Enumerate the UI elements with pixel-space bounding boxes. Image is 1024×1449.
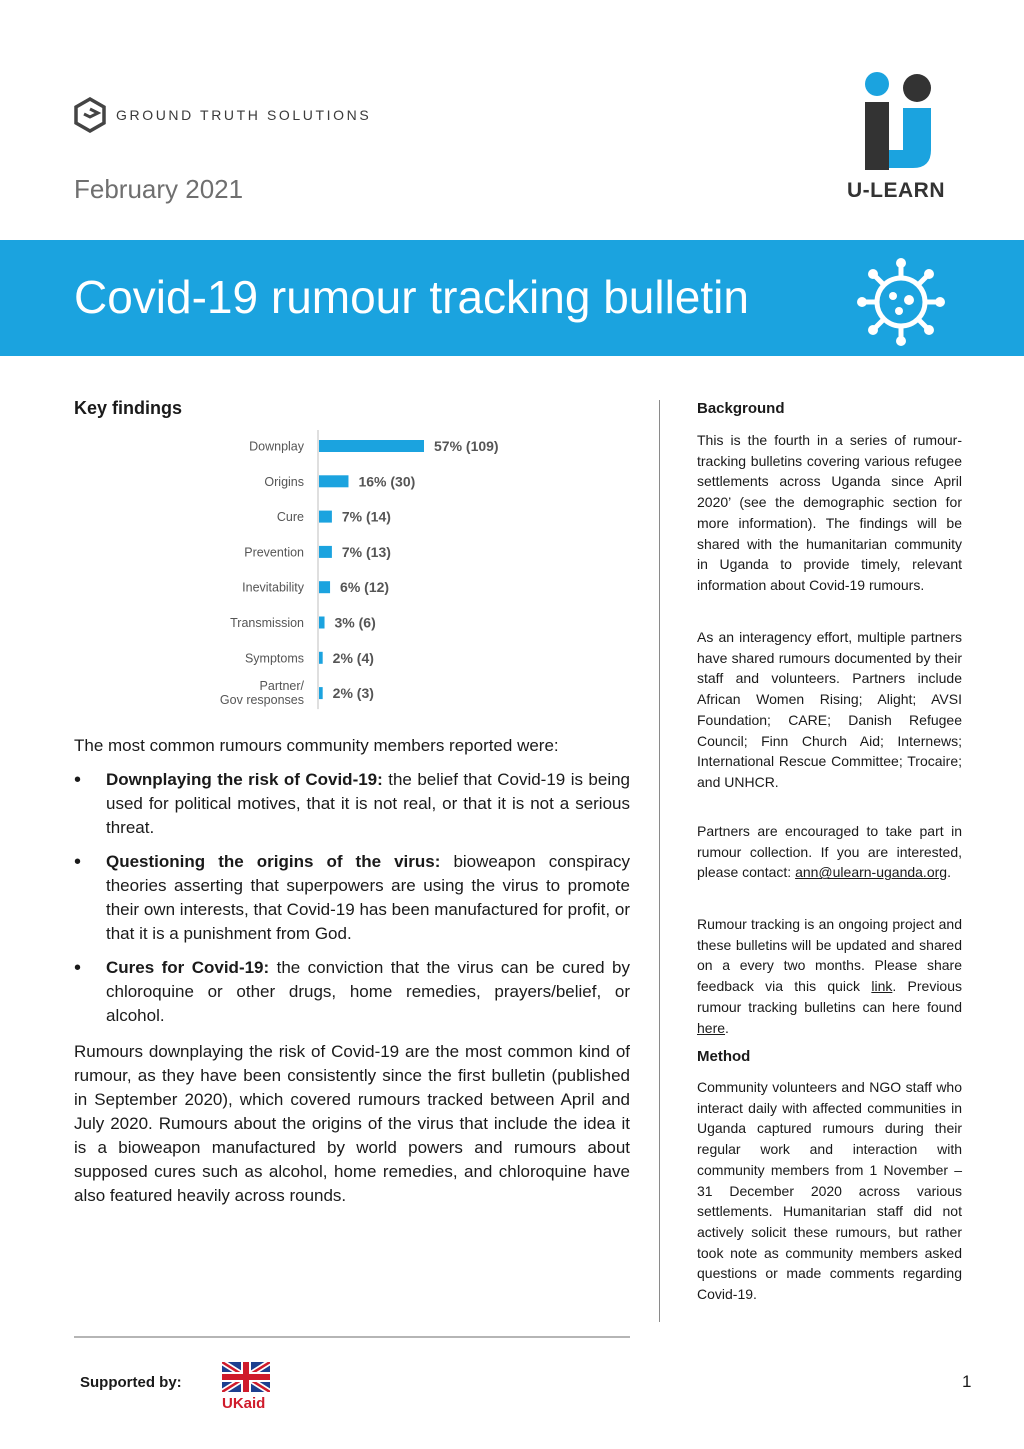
- bar: [319, 581, 330, 593]
- tracking-text: Rumour tracking is an ongoing project and these bulletins will be updated and shared on a every two months. Please share feedback via this quick: [697, 916, 962, 995]
- category-label: Transmission: [230, 616, 304, 630]
- org-name: GROUND TRUTH SOLUTIONS: [116, 107, 372, 123]
- u-learn-wordmark: U-LEARN: [847, 179, 945, 202]
- tracking-text-2: . Previous rumour tracking bulletins can here found: [697, 978, 963, 1015]
- finding-title: Cures for Covid-19:: [106, 958, 270, 977]
- category-label: Inevitability: [242, 580, 304, 595]
- page-number: 1: [962, 1372, 972, 1391]
- feedback-link[interactable]: link: [871, 978, 893, 995]
- column-divider: [659, 400, 660, 1322]
- finding-text: the belief that Covid-19 is being used for political motives, that it is not real, or that it is not a serious threat.: [106, 770, 631, 837]
- background-heading: Background: [697, 400, 785, 417]
- category-label: Downplay: [249, 439, 304, 454]
- background-paragraph-3: [697, 821, 962, 883]
- page-title: Covid-19 rumour tracking bulletin: [74, 271, 749, 323]
- ukaid-wordmark: UKaid: [222, 1395, 266, 1412]
- data-label: 3% (6): [334, 614, 376, 631]
- findings-list: [74, 768, 630, 1038]
- findings-paragraph: Rumours downplaying the risk of Covid-19 are the most common kind of rumour, as they have been consistently since the first bulletin (published in September 2020), which covered rumours tracked between April and July 2020. Rumours about the origins of the virus that include the idea it is a bioweapon manufactured by world powers and rumours about supposed cures such as alcohol, home remedies, and chloroquine have also featured heavily across rounds.: [74, 1042, 630, 1205]
- finding-item-downplay: [74, 768, 630, 840]
- previous-bulletins-link[interactable]: here: [697, 1019, 726, 1036]
- background-paragraph-2: As an interagency effort, multiple partners have shared rumours documented by their staff and volunteers. Partners include African Women Rising; Alight; AVSI Foundation; CARE; Danish Refugee Council; Finn Church Aid; Internews; International Rescue Committee; Trocaire; and UNHCR.: [697, 629, 962, 790]
- finding-text: the conviction that the virus can be cured by chloroquine or other drugs, home remedies, prayers/belief, or alcohol.: [106, 958, 630, 1025]
- uk-flag-icon: [222, 1362, 270, 1392]
- ukaid-logo: [222, 1362, 270, 1412]
- data-label: 16% (30): [358, 473, 416, 490]
- bar: [319, 617, 325, 629]
- punctuation: .: [725, 1019, 729, 1036]
- method-paragraph: Community volunteers and NGO staff who interact daily with affected communities in Uganda captured rumours during their regular work and interaction with community members from 1 November – 31 December 2020 across various settlements. Humanitarian staff did not actively solicit these rumours, but rather took note as community members asked questions or made comments regarding Covid-19.: [697, 1079, 962, 1303]
- rumour-category-bar-chart: [180, 430, 620, 712]
- contact-text: Partners are encouraged to take part in rumour collection. If you are interested, please contact:: [697, 823, 962, 881]
- method-heading: Method: [697, 1048, 751, 1065]
- publication-date: February 2021: [74, 174, 244, 204]
- data-label: 2% (4): [332, 649, 374, 666]
- virus-icon: [855, 256, 947, 348]
- background-paragraph-1: This is the fourth in a series of rumour-tracking bulletins covering various refugee settlements across Uganda since April 2020’ (see the demographic section for more information). The findings will be shared with the humanitarian community in Uganda to provide timely, relevant information about Covid-19 rumours.: [697, 432, 962, 593]
- finding-title: Downplaying the risk of Covid-19:: [106, 770, 383, 789]
- footer-divider: [74, 1336, 630, 1338]
- data-label: 2% (3): [332, 685, 374, 702]
- key-findings-heading: Key findings: [74, 398, 183, 418]
- data-label: 57% (109): [434, 438, 499, 454]
- finding-item-origins: [74, 850, 630, 946]
- u-learn-logo: [846, 70, 946, 203]
- bar: [319, 652, 323, 664]
- bar: [319, 546, 332, 558]
- category-label: Symptoms: [244, 651, 304, 666]
- data-label: 6% (12): [340, 579, 390, 596]
- category-label: Partner/ Gov responses: [219, 679, 304, 708]
- category-label: Cure: [276, 510, 304, 525]
- punctuation: .: [947, 864, 951, 881]
- finding-item-cures: [74, 956, 630, 1028]
- contact-email-link[interactable]: ann@ulearn-uganda.org: [795, 864, 948, 881]
- bar: [319, 440, 424, 452]
- data-label: 7% (13): [341, 543, 391, 560]
- finding-title: Questioning the origins of the virus:: [106, 852, 441, 871]
- bar: [319, 511, 332, 523]
- background-paragraph-4: [697, 914, 962, 1038]
- bar: [319, 687, 323, 699]
- u-learn-mark-icon: [851, 70, 941, 170]
- data-label: 7% (14): [341, 508, 391, 525]
- bar: [319, 475, 348, 487]
- ground-truth-solutions-logo: [74, 97, 371, 133]
- category-label: Origins: [264, 474, 304, 489]
- supported-by-label: Supported by:: [80, 1374, 182, 1391]
- finding-text: bioweapon conspiracy theories asserting that superpowers are using the virus to promote their own interests, that Covid-19 has been manufactured for profit, or that it is a punishment from God.: [106, 852, 630, 943]
- findings-intro: The most common rumours community members reported were:: [74, 736, 559, 755]
- gts-hexagon-icon: [74, 97, 106, 133]
- category-label: Prevention: [244, 545, 304, 560]
